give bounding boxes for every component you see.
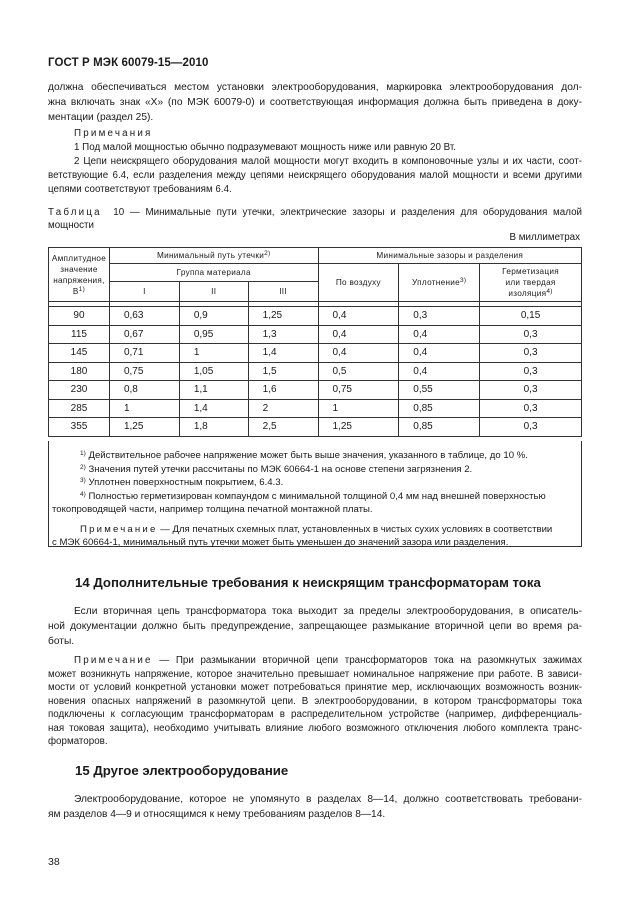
- table-cell: 0,71: [109, 344, 179, 363]
- table-cell: 0,95: [179, 325, 248, 344]
- section-14-note: [48, 654, 582, 749]
- text-line: новения опасных напряжений в разомкнутой цепи. В электрооборудовании, в котором трансформаторы тока: [48, 695, 582, 707]
- document-header: ГОСТ Р МЭК 60079-15—2010: [48, 57, 209, 69]
- table-row: [49, 344, 582, 363]
- text-line: подключены к согласующим трансформаторам в распределительном устройстве (например, дифференциаль-: [48, 709, 582, 720]
- section-15-paragraph: [48, 792, 582, 822]
- col-header-group-2: II: [179, 282, 248, 302]
- note-2-line: 2 Цепи неискрящего оборудования малой мощности могут входить в компоновочные узлы и их части, соот-: [74, 156, 582, 167]
- table-caption-prefix: Таблица: [48, 207, 102, 218]
- table-cell: 1,25: [109, 418, 179, 437]
- text-line: может возникнуть напряжение, которое значительно превышает номинальное напряжение при работе. В зависи-: [48, 668, 582, 680]
- page-number: 38: [48, 856, 60, 868]
- table-cell: 0,4: [399, 325, 480, 344]
- note-1: 1 Под малой мощностью обычно подразумевают мощность ниже или равную 20 Вт.: [74, 142, 457, 153]
- table-cell: 0,3: [480, 344, 582, 363]
- text-line: ям разделов 4—9 и относящимся к нему требованиям разделов 8—14.: [48, 809, 386, 820]
- intro-paragraph: [48, 80, 582, 125]
- table-cell: 1: [318, 399, 399, 418]
- table-cell: 355: [49, 418, 110, 437]
- table-cell: 1,3: [248, 325, 318, 344]
- col-header-encapsulation: Герметизация или твердая изоляция$^{4)}$: [480, 264, 582, 302]
- footnote-4-cont: токопроводящей части, например толщина печатной монтажной платы.: [52, 504, 373, 515]
- table-row: [49, 399, 582, 418]
- table-cell: 0,3: [480, 381, 582, 400]
- table-footnotes: [48, 449, 582, 550]
- text-line: ная токовая защита), необходимо учитывать влияние любого возможного отключения любого комплекта транс-: [48, 722, 582, 734]
- table-cell: 115: [49, 325, 110, 344]
- table-cell: 0,3: [480, 325, 582, 344]
- section-15-title: 15 Другое электрооборудование: [75, 763, 289, 778]
- note-2-line: цепями соответствуют требованиям 6.4.: [48, 184, 232, 195]
- col-header-group-3: III: [248, 282, 318, 302]
- table-row: [49, 362, 582, 381]
- table-row: [49, 418, 582, 437]
- table-cell: 0,67: [109, 325, 179, 344]
- table-cell: 0,3: [480, 418, 582, 437]
- section-14-paragraph: [48, 604, 582, 649]
- col-header-group-1: I: [109, 282, 179, 302]
- col-header-clearances: Минимальные зазоры и разделения: [318, 248, 582, 264]
- table-row: [49, 381, 582, 400]
- table-caption-text-2: мощности: [48, 220, 94, 231]
- table-cell: 0,3: [480, 399, 582, 418]
- table-cell: 1,25: [318, 418, 399, 437]
- section-14-title: 14 Дополнительные требования к неискрящим трансформаторам тока: [75, 575, 541, 590]
- table-caption: [48, 206, 582, 232]
- table-cell: 0,85: [399, 418, 480, 437]
- table-cell: 0,4: [318, 307, 399, 326]
- table-cell: 90: [49, 307, 110, 326]
- table-cell: 0,55: [399, 381, 480, 400]
- table-cell: 0,4: [318, 325, 399, 344]
- table-cell: 0,4: [318, 344, 399, 363]
- table-row: [49, 325, 582, 344]
- table-10: [48, 247, 582, 437]
- table-cell: 2: [248, 399, 318, 418]
- table-cell: 2,5: [248, 418, 318, 437]
- table-cell: 1,5: [248, 362, 318, 381]
- table-cell: 1: [109, 399, 179, 418]
- text-line: боты.: [48, 636, 75, 647]
- table-cell: 1,4: [248, 344, 318, 363]
- table-note-cont: с МЭК 60664-1, минимальный путь утечки может быть уменьшен до значений зазора или разделения.: [52, 537, 509, 548]
- col-header-creepage: Минимальный путь утечки$^{2)}$: [109, 248, 318, 264]
- table-cell: 0,4: [399, 362, 480, 381]
- table-row: [49, 307, 582, 326]
- text-line: Если вторичная цепь трансформатора тока выходит за пределы электрооборудования, в описатель-: [74, 606, 582, 617]
- footnote-1: $^{1)}$ Действительное рабочее напряжение может быть выше значения, указанного в таблице, до 10 %.: [80, 450, 528, 461]
- text-line: жна включать знак «X» (по МЭК 60079-0) и соответствующая информация должна быть приведена в доку-: [48, 97, 582, 108]
- notes-title: Примечания: [74, 128, 153, 139]
- table-cell: 0,75: [109, 362, 179, 381]
- table-cell: 1,1: [179, 381, 248, 400]
- text-line: — При размыкании вторичной цепи трансформаторов тока на разомкнутых зажимах: [152, 655, 582, 666]
- table-cell: 230: [49, 381, 110, 400]
- table-note: Примечание — Для печатных схемных плат, установленных в чистых сухих условиях в соответствии: [80, 523, 553, 535]
- text-line: мости от условий конкретной установки может потребоваться принятие мер, исключающих возможность возник-: [48, 682, 582, 693]
- table-cell: 1,4: [179, 399, 248, 418]
- note-title: Примечание: [74, 655, 153, 666]
- table-cell: 0,5: [318, 362, 399, 381]
- col-header-seal: Уплотнение$^{3)}$: [399, 264, 480, 302]
- table-caption-text: 10 — Минимальные пути утечки, электрические зазоры и разделения для оборудования малой: [113, 207, 582, 218]
- table-cell: 0,3: [399, 307, 480, 326]
- text-line: ной документации должно быть предупреждение, запрещающее размыкание вторичной цепи во время ра-: [48, 621, 582, 632]
- col-header-voltage: Амплитудное значение напряжения, $В^{1)}$: [49, 248, 110, 302]
- notes-block: [48, 127, 582, 197]
- table-cell: 1,8: [179, 418, 248, 437]
- note-2-line: ветствующие 6.4, если разделения между цепями неискрящего оборудования малой мощности и всеми другими: [48, 170, 582, 181]
- table-cell: 180: [49, 362, 110, 381]
- table-cell: 0,8: [109, 381, 179, 400]
- text-line: ментации (раздел 25).: [48, 112, 154, 123]
- table-body: [49, 307, 582, 437]
- text-line: Электрооборудование, которое не упомянуто в разделах 8—14, должно соответствовать требовани-: [74, 794, 582, 805]
- footnote-3: $^{3)}$ Уплотнен поверхностным покрытием, 6.4.3.: [80, 477, 284, 488]
- table-cell: 0,4: [399, 344, 480, 363]
- table-cell: 0,9: [179, 307, 248, 326]
- table-cell: 1,25: [248, 307, 318, 326]
- col-header-material-group: Группа материала: [109, 264, 318, 282]
- table-cell: 1,05: [179, 362, 248, 381]
- table-cell: 1,6: [248, 381, 318, 400]
- table-cell: 0,63: [109, 307, 179, 326]
- table-units: В миллиметрах: [509, 232, 580, 243]
- text-line: должна обеспечиваться местом установки электрооборудования, маркировка электрооборудования дол-: [48, 82, 582, 93]
- table-cell: 145: [49, 344, 110, 363]
- table-cell: 0,75: [318, 381, 399, 400]
- table-cell: 0,15: [480, 307, 582, 326]
- col-header-air: По воздуху: [318, 264, 399, 302]
- text-line: форматоров.: [48, 736, 108, 747]
- footnote-4: $^{4)}$ Полностью герметизирован компаундом с минимальной толщиной 0,4 мм над внешней поверхностью: [80, 490, 546, 502]
- footnote-2: $^{2)}$ Значения путей утечки рассчитаны по МЭК 60664-1 на основе степени загрязнения 2.: [80, 463, 473, 475]
- table-cell: 0,3: [480, 362, 582, 381]
- table-cell: 1: [179, 344, 248, 363]
- table-cell: 285: [49, 399, 110, 418]
- table-cell: 0,85: [399, 399, 480, 418]
